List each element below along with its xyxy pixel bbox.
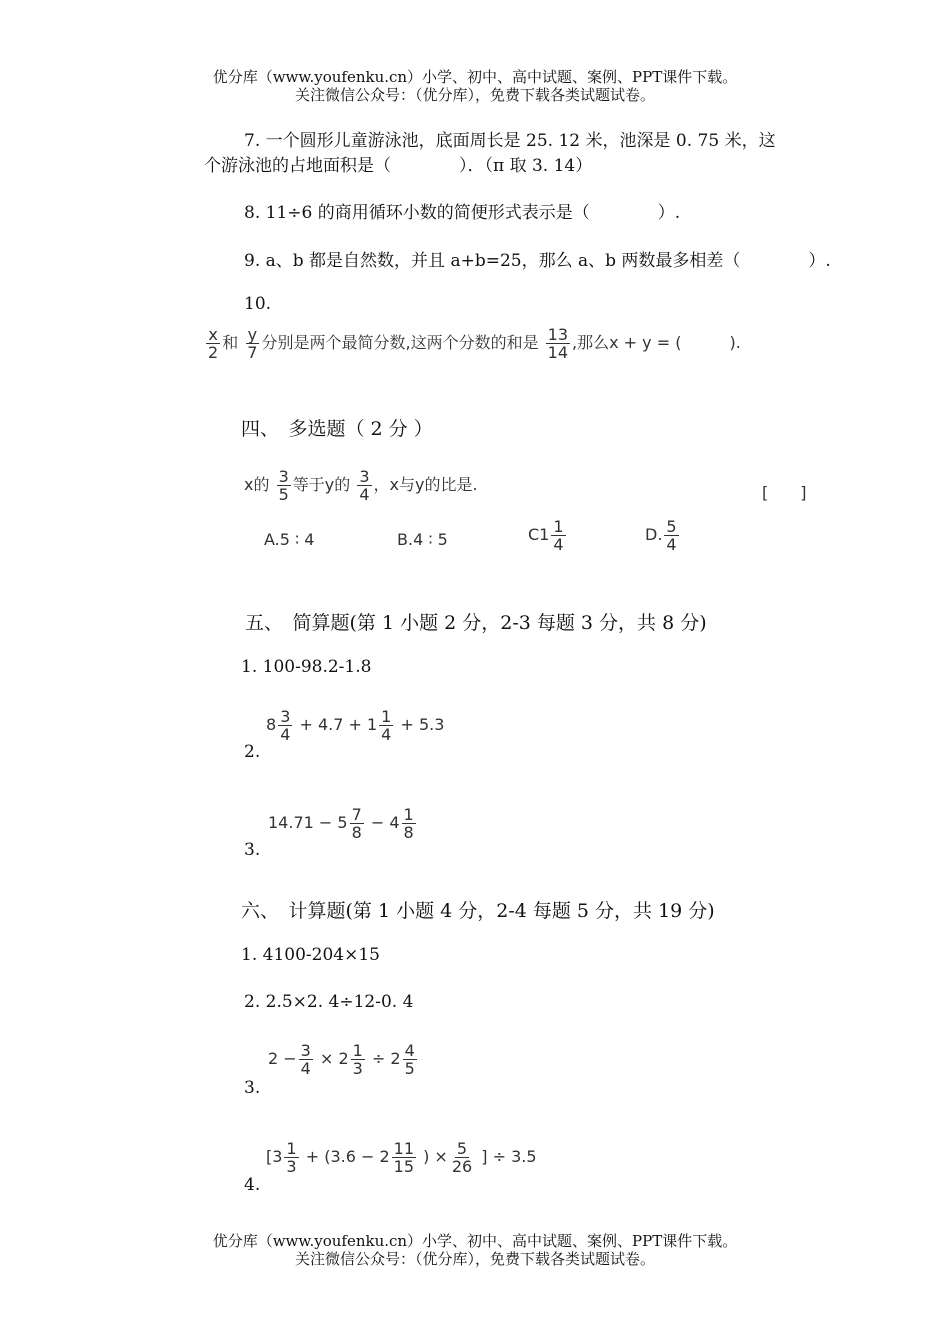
- question-7-line-2: 个游泳池的占地面积是（ ）．（π 取 3. 14）: [204, 156, 593, 176]
- fraction: $\frac{1}{8}$: [403, 805, 414, 842]
- section-6-question-1: 1. 4100-204×15: [241, 945, 380, 965]
- section-5-question-2-label: 2.: [244, 742, 261, 762]
- question-8: 8. 11÷6 的商用循环小数的简便形式表示是（ ）.: [244, 203, 681, 223]
- fraction-3-over-4: $\frac{3}{4}$: [359, 467, 370, 504]
- section-6-question-4-label: 4.: [244, 1175, 261, 1195]
- fraction: $\frac{11}{15}$: [393, 1139, 414, 1176]
- fraction: $\frac{5}{26}$: [451, 1139, 473, 1176]
- option-b: B.4 ∶ 5: [397, 530, 448, 549]
- section-6-question-4-expression: [3 $\frac{1}{3}$ + (3.6 − 2 $\frac{11}{15}$ ) × $\frac{5}{26}$ ] ÷ 3.5: [266, 1139, 537, 1176]
- answer-bracket: [ ]: [762, 483, 807, 502]
- section-4-question: x的 $\frac{3}{5}$ 等于y的 $\frac{3}{4}$ ，x与y的比是.: [244, 467, 478, 504]
- question-9: 9. a、b 都是自然数，并且 a+b=25，那么 a、b 两数最多相差（ ）.: [244, 251, 831, 271]
- section-5-question-3-label: 3.: [244, 840, 261, 860]
- fraction-5-over-4: $\frac{5}{4}$: [666, 517, 677, 554]
- fraction: $\frac{1}{4}$: [381, 707, 392, 744]
- fraction-y-over-7: $\frac{y}{7}$: [247, 325, 258, 362]
- question-10-number: 10.: [244, 294, 272, 314]
- section-6-question-3-expression: 2 − $\frac{3}{4}$ × 2 $\frac{1}{3}$ ÷ 2 $\frac{4}{5}$: [268, 1041, 415, 1078]
- fraction-13-over-14: $\frac{13}{14}$: [547, 325, 569, 362]
- fraction: $\frac{3}{4}$: [280, 707, 291, 744]
- option-a: A.5 ∶ 4: [264, 530, 315, 549]
- fraction: $\frac{4}{5}$: [404, 1041, 415, 1078]
- section-5-question-1: 1. 100-98.2-1.8: [241, 657, 372, 677]
- section-6-title: 六、 计算题(第 1 小题 4 分，2-4 每题 5 分，共 19 分): [241, 900, 715, 922]
- option-d: D. $\frac{5}{4}$: [645, 517, 677, 554]
- header-line-1: 优分库（www.youfenku.cn）小学、初中、高中试题、案例、PPT课件下载。: [212, 68, 738, 86]
- fraction: $\frac{7}{8}$: [351, 805, 362, 842]
- section-4-title: 四、 多选题（ 2 分 ）: [241, 418, 433, 440]
- fraction-3-over-5: $\frac{3}{5}$: [278, 467, 289, 504]
- fraction: $\frac{1}{3}$: [286, 1139, 297, 1176]
- section-5-question-2-expression: 8 $\frac{3}{4}$ + 4.7 + 1 $\frac{1}{4}$ + 5.3: [266, 707, 445, 744]
- fraction-1-over-4: $\frac{1}{4}$: [553, 517, 564, 554]
- fraction: $\frac{3}{4}$: [300, 1041, 311, 1078]
- question-10-expression: $\frac{x}{2}$ 和 $\frac{y}{7}$ 分别是两个最简分数,这两个分数的和是 $\frac{13}{14}$ ,那么x + y = ( ).: [208, 325, 741, 362]
- section-5-question-3-expression: 14.71 − 5 $\frac{7}{8}$ − 4 $\frac{1}{8}$: [268, 805, 414, 842]
- option-c: C1 $\frac{1}{4}$: [528, 517, 564, 554]
- section-6-question-2: 2. 2.5×2. 4÷12-0. 4: [244, 992, 414, 1012]
- fraction-x-over-2: $\frac{x}{2}$: [208, 325, 219, 362]
- footer-line-2: 关注微信公众号：（优分库），免费下载各类试题试卷。: [294, 1250, 655, 1268]
- question-7-line-1: 7. 一个圆形儿童游泳池，底面周长是 25. 12 米，池深是 0. 75 米，这: [244, 131, 776, 151]
- fraction: $\frac{1}{3}$: [352, 1041, 363, 1078]
- header-line-2: 关注微信公众号：（优分库），免费下载各类试题试卷。: [294, 86, 655, 104]
- section-5-title: 五、 简算题(第 1 小题 2 分，2-3 每题 3 分，共 8 分): [245, 612, 707, 634]
- footer-line-1: 优分库（www.youfenku.cn）小学、初中、高中试题、案例、PPT课件下载。: [212, 1232, 738, 1250]
- section-6-question-3-label: 3.: [244, 1078, 261, 1098]
